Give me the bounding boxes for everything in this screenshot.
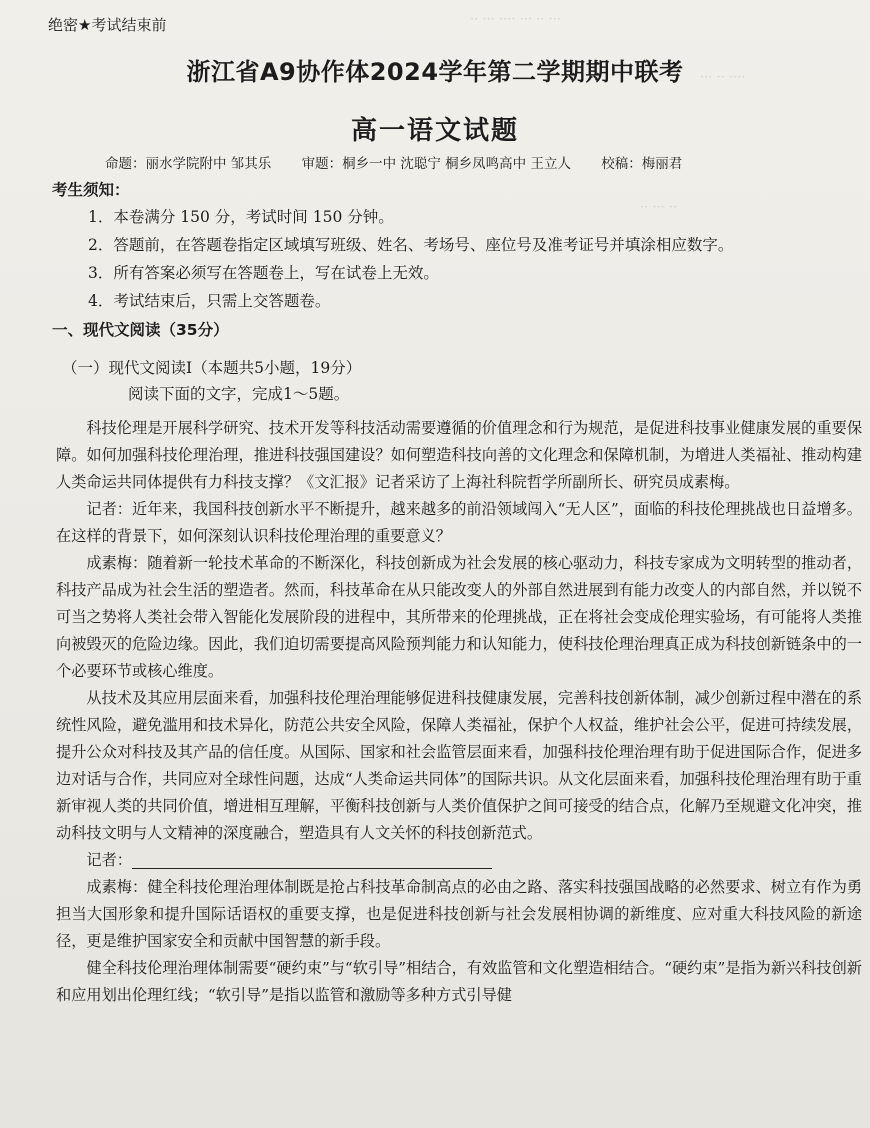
bleed-through-text: ·· ··· ·· bbox=[640, 200, 678, 215]
passage-paragraph: 从技术及其应用层面来看，加强科技伦理治理能够促进科技健康发展，完善科技创新体制，减少创新过程中潜在的系统性风险，避免滥用和技术异化，防范公共安全风险，保障人类福祉，保护个人权益，维护社会公平，促进可持续发展，提升公众对科技及其产品的信任度。从国际、国家和社会监管层面来看，加强科技伦理治理有助于促进国际合作，促进多边对话与合作，共同应对全球性问题，达成“人类命运共同体”的国际共识。从文化层面来看，加强科技伦理治理有助于重新审视人类的共同价值，增进相互理解，平衡科技创新与人类价值保护之间可接受的结合点，化解乃至规避文化冲突，推动科技文明与人文精神的深度融合，塑造具有人文关怀的科技创新范式。 bbox=[56, 689, 862, 842]
reviewer-credit: 审题：桐乡一中 沈聪宁 桐乡凤鸣高中 王立人 bbox=[301, 156, 571, 172]
bleed-through-text: ·· ··· ···· ··· ·· ··· bbox=[470, 12, 561, 27]
bleed-through-text: ··· ·· ···· bbox=[700, 70, 746, 85]
reporter-label: 记者： bbox=[86, 851, 132, 869]
notice-item: 4．考试结束后，只需上交答题卷。 bbox=[88, 292, 331, 310]
secret-mark: 绝密★考试结束前 bbox=[48, 16, 167, 34]
passage-paragraph: 科技伦理是开展科学研究、技术开发等科技活动需要遵循的价值理念和行为规范，是促进科技事业健康发展的重要保障。如何加强科技伦理治理，推进科技强国建设？如何塑造科技向善的文化理念和保障机制，为增进人类福祉、推动构建人类命运共同体提供有力科技支撑？《文汇报》记者采访了上海社科院哲学所副所长、研究员成素梅。 bbox=[56, 419, 862, 491]
setter-credit: 命题：丽水学院附中 邹其乐 bbox=[105, 156, 272, 172]
passage-paragraph: 成素梅：健全科技伦理治理体制既是抢占科技革命制高点的必由之路、落实科技强国战略的必然要求、树立有作为勇担当大国形象和提升国际话语权的重要支撑，也是促进科技创新与社会发展相协调的新维度、应对重大科技风险的新途径，更是维护国家安全和贡献中国智慧的新手段。 bbox=[56, 878, 862, 950]
notice-item: 2．答题前，在答题卷指定区域填写班级、姓名、考场号、座位号及准考证号并填涂相应数字。 bbox=[88, 236, 734, 254]
section-heading: 一、现代文阅读（35分） bbox=[52, 321, 229, 339]
passage-paragraph: 健全科技伦理治理体制需要“硬约束”与“软引导”相结合，有效监管和文化塑造相结合。“硬约束”是指为新兴科技创新和应用划出伦理红线；“软引导”是指以监管和激励等多种方式引导健 bbox=[56, 959, 862, 1004]
reading-instruction: 阅读下面的文字，完成1～5题。 bbox=[128, 385, 350, 403]
passage-paragraph: 记者：近年来，我国科技创新水平不断提升，越来越多的前沿领域闯入“无人区”，面临的科技伦理挑战也日益增多。在这样的背景下，如何深刻认识科技伦理治理的重要意义？ bbox=[56, 500, 862, 545]
notice-heading: 考生须知： bbox=[52, 181, 130, 199]
reading-passage bbox=[56, 415, 862, 1009]
subsection-heading: （一）现代文阅读Ⅰ（本题共5小题，19分） bbox=[62, 359, 362, 377]
reporter-question-blank bbox=[56, 847, 862, 874]
notice-item: 1．本卷满分 150 分，考试时间 150 分钟。 bbox=[88, 208, 394, 226]
exam-title: 浙江省A9协作体2024学年第二学期期中联考 bbox=[186, 58, 684, 86]
notice-item: 3．所有答案必须写在答题卷上，写在试卷上无效。 bbox=[88, 264, 439, 282]
proofreader-credit: 校稿：梅丽君 bbox=[601, 156, 683, 172]
exam-subtitle: 高一语文试题 bbox=[350, 116, 519, 146]
credits-line bbox=[105, 152, 708, 172]
fill-in-blank-line bbox=[132, 854, 492, 869]
passage-paragraph: 成素梅：随着新一轮技术革命的不断深化，科技创新成为社会发展的核心驱动力，科技专家成为文明转型的推动者，科技产品成为社会生活的塑造者。然而，科技革命在从只能改变人的外部自然进展到有能力改变人的内部自然，并以锐不可当之势将人类社会带入智能化发展阶段的进程中，其所带来的伦理挑战，正在将社会变成伦理实验场，有可能将人类推向被毁灭的危险边缘。因此，我们迫切需要提高风险预判能力和认知能力，使科技伦理治理真正成为科技创新链条中的一个必要环节或核心维度。 bbox=[56, 554, 862, 680]
